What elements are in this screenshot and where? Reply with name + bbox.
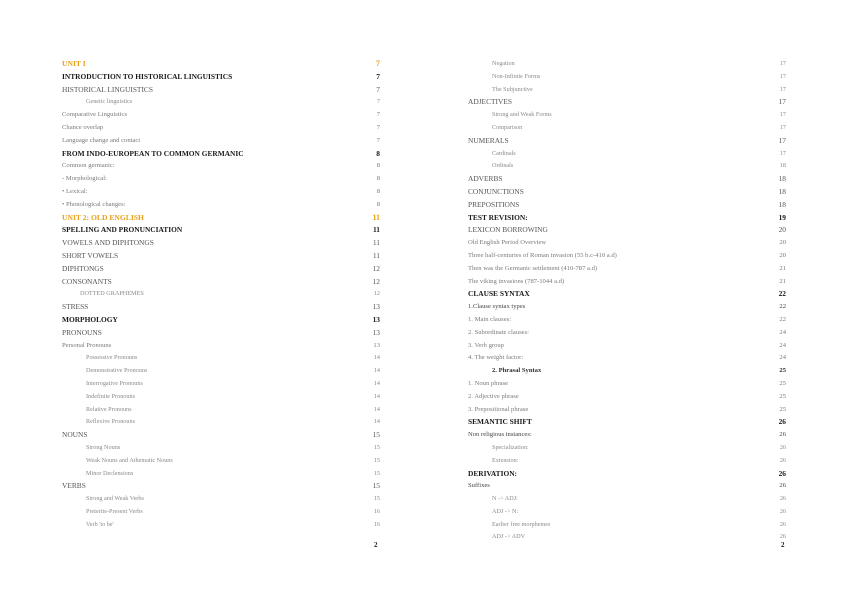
- toc-entry-title: 2. Phrasal Syntax: [492, 367, 542, 375]
- toc-entry-title: DIPHTONGS: [62, 263, 104, 273]
- toc-entry-page: 26: [779, 482, 786, 490]
- toc-entry-page: 25: [779, 392, 786, 400]
- toc-entry-page: 21: [779, 264, 786, 272]
- toc-entry[interactable]: [468, 96, 786, 109]
- toc-entry-title: DERIVATION:: [468, 468, 518, 478]
- toc-entry-page: 7: [376, 136, 380, 144]
- toc-entry-title: Cardinals: [492, 149, 516, 157]
- toc-entry-title: Interrogative Pronouns: [86, 379, 143, 387]
- toc-entry[interactable]: [468, 135, 786, 148]
- toc-entry[interactable]: [62, 391, 380, 404]
- toc-entry-title: The viking invasions (787-1044 a.d): [468, 277, 565, 285]
- toc-entry-title: ADVERBS: [468, 174, 503, 184]
- toc-entry[interactable]: [62, 519, 380, 532]
- toc-entry[interactable]: [468, 327, 786, 340]
- toc-entry[interactable]: [468, 314, 786, 327]
- toc-entry-page: 18: [778, 174, 786, 184]
- toc-entry[interactable]: [468, 109, 786, 122]
- toc-entry-page: 15: [373, 469, 380, 477]
- toc-entry[interactable]: [468, 237, 786, 250]
- toc-entry-title: Old English Period Overview: [468, 239, 547, 247]
- toc-entry[interactable]: [62, 173, 380, 186]
- toc-entry[interactable]: [62, 135, 380, 148]
- toc-entry-page: 11: [372, 238, 380, 248]
- toc-entry[interactable]: [62, 160, 380, 173]
- toc-entry[interactable]: [468, 58, 786, 71]
- toc-entry[interactable]: [62, 506, 380, 519]
- toc-entry-title: Demonstrative Pronouns: [86, 367, 148, 375]
- toc-entry-title: Indefinite Pronouns: [86, 392, 135, 400]
- toc-entry[interactable]: [62, 224, 380, 237]
- toc-entry-page: 14: [373, 367, 380, 375]
- toc-entry-title: 3. Prepositional phrase: [468, 405, 529, 413]
- toc-entry-title: NOUNS: [62, 430, 88, 440]
- toc-entry-title: Verb 'to be': [86, 520, 114, 528]
- toc-entry-title: SHORT VOWELS: [62, 250, 119, 260]
- toc-entry-page: 11: [372, 250, 380, 260]
- toc-entry-page: 24: [779, 328, 786, 336]
- toc-entry[interactable]: [468, 480, 786, 493]
- toc-entry-page: 13: [372, 314, 380, 324]
- toc-entry[interactable]: [62, 186, 380, 199]
- toc-entry-page: 24: [779, 341, 786, 349]
- toc-entry-page: 15: [373, 443, 380, 451]
- toc-entry-page: 25: [779, 367, 786, 375]
- toc-entry[interactable]: [62, 314, 380, 327]
- toc-entry[interactable]: [468, 416, 786, 429]
- toc-entry-page: 24: [779, 354, 786, 362]
- toc-entry-page: 20: [778, 225, 786, 235]
- toc-entry[interactable]: [62, 493, 380, 506]
- toc-entry[interactable]: [468, 378, 786, 391]
- toc-entry-title: Strong and Weak Forms: [492, 111, 552, 119]
- toc-right-column: [468, 58, 786, 544]
- toc-entry-page: 17: [778, 97, 786, 107]
- toc-entry-page: 26: [779, 507, 786, 515]
- toc-entry-title: Weak Nouns and Athematic Nouns: [86, 456, 173, 464]
- toc-entry-page: 14: [373, 405, 380, 413]
- toc-entry-page: 8: [376, 187, 380, 195]
- toc-entry[interactable]: [62, 148, 380, 161]
- toc-entry-page: 18: [779, 162, 786, 170]
- toc-entry-page: 25: [779, 379, 786, 387]
- toc-entry-title: VERBS: [62, 481, 86, 491]
- toc-entry[interactable]: [62, 84, 380, 97]
- toc-entry-title: Then was the Germanic settlement (410-787 a.d): [468, 264, 598, 272]
- toc-entry-title: Earlier free morphemes: [492, 520, 551, 528]
- toc-entry-page: 17: [779, 111, 786, 119]
- toc-entry[interactable]: [62, 352, 380, 365]
- toc-entry-title: Three half-centuries of Roman invasion (55 b.c-410 a.d): [468, 251, 617, 259]
- toc-entry-title: Strong and Weak Verbs: [86, 495, 144, 503]
- toc-entry-title: Language change and contact: [62, 136, 141, 144]
- toc-entry-title: Comparative Linguistics: [62, 111, 128, 119]
- toc-entry[interactable]: [468, 391, 786, 404]
- toc-entry[interactable]: [62, 122, 380, 135]
- toc-entry[interactable]: [468, 84, 786, 97]
- page-number-left: 2: [374, 541, 378, 549]
- toc-entry-page: 26: [779, 456, 786, 464]
- toc-entry[interactable]: [62, 480, 380, 493]
- toc-entry[interactable]: [62, 237, 380, 250]
- toc-entry[interactable]: [468, 250, 786, 263]
- toc-entry[interactable]: [468, 468, 786, 481]
- toc-entry-title: ADJECTIVES: [468, 97, 512, 107]
- toc-entry-title: 1. Noun phrase: [468, 379, 509, 387]
- toc-entry-title: MORPHOLOGY: [62, 314, 118, 324]
- toc-entry-page: 17: [779, 60, 786, 67]
- toc-entry-title: The Subjunctive: [492, 85, 533, 93]
- toc-entry[interactable]: [468, 148, 786, 161]
- toc-entry-title: PRONOUNS: [62, 327, 102, 337]
- toc-entry-title: Personal Pronouns: [62, 341, 112, 349]
- toc-entry[interactable]: [62, 455, 380, 468]
- toc-entry[interactable]: [468, 173, 786, 186]
- toc-entry-title: FROM INDO-EUROPEAN TO COMMON GERMANIC: [62, 148, 244, 158]
- toc-entry[interactable]: [468, 429, 786, 442]
- toc-entry-page: 13: [372, 327, 380, 337]
- toc-entry-title: 1. Main clauses:: [468, 315, 512, 323]
- toc-entry-page: 13: [373, 341, 380, 349]
- toc-entry-page: 7: [376, 111, 380, 119]
- toc-entry[interactable]: [468, 288, 786, 301]
- toc-entry-title: INTRODUCTION TO HISTORICAL LINGUISTICS: [62, 71, 233, 81]
- toc-entry[interactable]: [62, 327, 380, 340]
- toc-entry[interactable]: [62, 212, 380, 225]
- toc-entry[interactable]: [62, 429, 380, 442]
- page-number-right: 2: [781, 541, 785, 549]
- toc-entry-title: Reflexive Pronouns: [86, 418, 135, 426]
- toc-entry-title: SEMANTIC SHIFT: [468, 417, 532, 427]
- toc-entry-title: Ordinals: [492, 162, 514, 170]
- toc-entry-title: • Lexical:: [62, 187, 88, 195]
- toc-entry-page: 18: [778, 199, 786, 209]
- toc-entry-page: 25: [779, 405, 786, 413]
- toc-entry-title: Non religious instances:: [468, 431, 532, 439]
- toc-entry-title: PREPOSITIONS: [468, 199, 520, 209]
- toc-entry-page: 26: [778, 417, 786, 427]
- toc-entry-page: 18: [778, 186, 786, 196]
- toc-entry-page: 26: [778, 468, 786, 478]
- toc-entry[interactable]: [62, 340, 380, 353]
- toc-entry-title: N -> ADJ:: [492, 495, 518, 503]
- toc-entry-title: CLAUSE SYNTAX: [468, 289, 530, 299]
- toc-entry-page: 16: [373, 507, 380, 515]
- toc-entry-title: Relative Pronouns: [86, 405, 132, 413]
- toc-entry-title: Chance overlap: [62, 123, 104, 131]
- toc-entry-page: 16: [373, 520, 380, 528]
- toc-entry-page: 13: [372, 302, 380, 312]
- toc-entry-page: 14: [373, 354, 380, 362]
- toc-entry-page: 15: [372, 481, 380, 491]
- toc-entry-page: 26: [779, 520, 786, 528]
- toc-entry-page: 20: [779, 251, 786, 259]
- toc-entry[interactable]: [468, 199, 786, 212]
- toc-entry[interactable]: [62, 199, 380, 212]
- toc-entry-page: 22: [779, 315, 786, 323]
- toc-entry-title: 4. The weight factor:: [468, 354, 524, 362]
- toc-entry[interactable]: [62, 96, 380, 109]
- toc-entry[interactable]: [62, 468, 380, 481]
- toc-entry[interactable]: [468, 404, 786, 417]
- toc-entry-page: 12: [372, 263, 380, 273]
- toc-entry-page: 22: [778, 289, 786, 299]
- toc-entry-page: 14: [373, 392, 380, 400]
- toc-entry-page: 7: [376, 84, 380, 94]
- toc-entry-title: 1.Clause syntax types: [468, 303, 526, 311]
- toc-entry[interactable]: [468, 352, 786, 365]
- toc-entry-page: 15: [373, 456, 380, 464]
- toc-entry-page: 12: [372, 276, 380, 286]
- toc-entry[interactable]: [468, 301, 786, 314]
- toc-entry-page: 11: [372, 212, 380, 222]
- toc-entry-page: 26: [779, 431, 786, 439]
- toc-entry[interactable]: [468, 160, 786, 173]
- toc-entry-page: 8: [376, 200, 380, 208]
- toc-entry-page: 11: [373, 225, 380, 235]
- toc-entry-title: Specialization:: [492, 443, 529, 451]
- toc-entry[interactable]: [62, 263, 380, 276]
- toc-entry-title: - Morphological:: [62, 175, 107, 183]
- toc-entry-page: 26: [779, 443, 786, 451]
- toc-entry-page: 7: [376, 98, 380, 106]
- toc-entry-page: 8: [376, 175, 380, 183]
- toc-entry-title: 3. Verb group: [468, 341, 504, 349]
- toc-entry-page: 20: [779, 239, 786, 247]
- toc-entry-page: 26: [779, 495, 786, 503]
- toc-entry-title: Extension:: [492, 456, 519, 464]
- toc-entry[interactable]: [62, 71, 380, 84]
- toc-entry-page: 17: [779, 123, 786, 131]
- toc-entry-title: ADJ -> N:: [492, 507, 519, 515]
- toc-entry[interactable]: [468, 263, 786, 276]
- toc-entry-page: 14: [373, 418, 380, 426]
- toc-entry-title: Possessive Pronouns: [86, 354, 138, 362]
- toc-entry-title: 2. Adjective phrase: [468, 392, 519, 400]
- toc-entry-title: Common germanic:: [62, 162, 115, 170]
- toc-entry-page: 17: [779, 85, 786, 93]
- toc-entry[interactable]: [62, 250, 380, 263]
- toc-entry-page: 17: [778, 135, 786, 145]
- toc-entry-title: Genetic linguistics: [86, 98, 133, 106]
- toc-entry-page: 22: [779, 303, 786, 311]
- toc-entry-page: 12: [373, 290, 380, 298]
- toc-entry-title: Strong Nouns: [86, 443, 121, 451]
- toc-entry-page: 17: [779, 149, 786, 157]
- toc-entry-page: 7: [376, 71, 380, 81]
- toc-entry[interactable]: [468, 365, 786, 378]
- toc-entry[interactable]: [468, 71, 786, 84]
- toc-entry-page: 26: [779, 533, 786, 541]
- toc-left-column: [62, 58, 380, 531]
- toc-entry[interactable]: [468, 212, 786, 225]
- toc-entry[interactable]: [62, 404, 380, 417]
- toc-entry-title: Comparison: [492, 123, 523, 131]
- toc-entry[interactable]: [468, 442, 786, 455]
- toc-entry-title: CONSONANTS: [62, 276, 112, 286]
- toc-entry-title: Non-Infinite Forms: [492, 72, 541, 80]
- toc-entry-title: ADJ -> ADV: [492, 533, 526, 541]
- toc-entry-page: 7: [376, 123, 380, 131]
- toc-entry[interactable]: [62, 416, 380, 429]
- toc-entry-title: Preterite-Present Verbs: [86, 507, 143, 515]
- toc-entry-page: 7: [376, 59, 380, 68]
- toc-entry-title: • Phonological changes:: [62, 200, 126, 208]
- toc-entry[interactable]: [62, 378, 380, 391]
- toc-entry-page: 19: [778, 212, 786, 222]
- toc-entry[interactable]: [62, 58, 380, 71]
- toc-entry-title: UNIT 2: OLD ENGLISH: [62, 212, 144, 222]
- toc-entry[interactable]: [468, 519, 786, 532]
- toc-entry[interactable]: [62, 276, 380, 289]
- toc-entry-title: SPELLING AND PRONUNCIATION: [62, 225, 183, 235]
- toc-entry-page: 17: [779, 72, 786, 80]
- toc-entry[interactable]: [468, 340, 786, 353]
- toc-entry-page: 15: [373, 495, 380, 503]
- toc-entry-title: LEXICON BORROWING: [468, 225, 548, 235]
- toc-entry-title: VOWELS AND DIPHTONGS: [62, 238, 154, 248]
- toc-entry[interactable]: [468, 224, 786, 237]
- toc-entry-title: UNIT I: [62, 59, 86, 68]
- toc-entry-title: Minor Declensions: [86, 469, 134, 477]
- toc-entry[interactable]: [62, 288, 380, 301]
- toc-entry[interactable]: [468, 506, 786, 519]
- toc-entry[interactable]: [62, 109, 380, 122]
- toc-entry-page: 8: [376, 162, 380, 170]
- toc-entry[interactable]: [62, 442, 380, 455]
- toc-entry-page: 8: [376, 148, 380, 158]
- toc-entry-title: Negation: [492, 60, 515, 67]
- toc-entry-title: Suffixes: [468, 482, 490, 490]
- toc-entry[interactable]: [62, 301, 380, 314]
- toc-entry[interactable]: [468, 493, 786, 506]
- toc-entry[interactable]: [62, 365, 380, 378]
- toc-entry-title: TEST REVISION:: [468, 212, 528, 222]
- toc-entry-page: 15: [372, 430, 380, 440]
- toc-entry-title: NUMERALS: [468, 135, 509, 145]
- toc-entry-title: 2. Subordinate clauses:: [468, 328, 529, 336]
- toc-entry-title: STRESS: [62, 302, 89, 312]
- toc-entry-title: CONJUNCTIONS: [468, 186, 524, 196]
- toc-entry-title: HISTORICAL LINGUISTICS: [62, 84, 153, 94]
- toc-entry-title: DOTTED GRAPHEMES: [80, 290, 144, 298]
- toc-entry-page: 21: [779, 277, 786, 285]
- toc-entry[interactable]: [468, 122, 786, 135]
- toc-entry[interactable]: [468, 186, 786, 199]
- toc-entry[interactable]: [468, 276, 786, 289]
- toc-entry-page: 14: [373, 379, 380, 387]
- toc-entry[interactable]: [468, 455, 786, 468]
- toc-entry[interactable]: [468, 531, 786, 544]
